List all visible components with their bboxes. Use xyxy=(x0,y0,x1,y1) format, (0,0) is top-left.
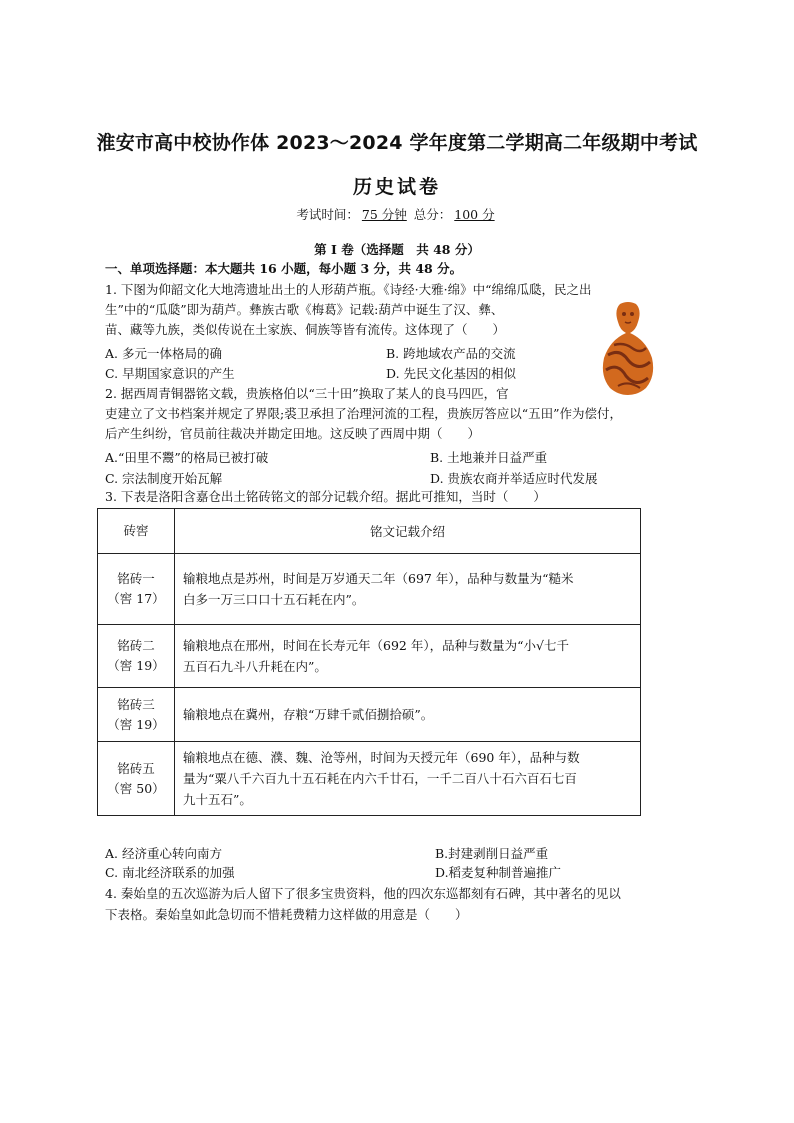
q3-option-d: D.稻麦复种制普遍推广 xyxy=(435,865,562,880)
row-text-line: 输粮地点在冀州，存粮“万肆千贰佰捌拾硕”。 xyxy=(183,707,434,722)
row-text-line: 输粮地点在邢州，时间在长寿元年（692 年），品种与数量为“小√七千 xyxy=(183,638,569,653)
brick-cellar: （窖 50） xyxy=(107,780,165,796)
brick-name: 铭砖三 xyxy=(117,696,155,712)
part-one-heading: 一、单项选择题：本大题共 16 小题，每小题 3 分，共 48 分。 xyxy=(105,261,463,276)
q3-option-a: A. 经济重心转向南方 xyxy=(105,846,222,861)
exam-title: 淮安市高中校协作体 2023～2024 学年度第二学期高二年级期中考试 xyxy=(96,132,698,154)
q1-option-c: C. 早期国家意识的产生 xyxy=(105,366,235,381)
q1-option-a: A. 多元一体格局的确 xyxy=(105,346,222,361)
time-value: 75 分钟 xyxy=(361,207,407,222)
q1-line-2: 生”中的“瓜瓞”即为葫芦。彝族古歌《梅葛》记载:葫芦中诞生了汉、彝、 xyxy=(105,302,504,317)
brick-name: 铭砖一 xyxy=(117,571,155,586)
gourd-vase-icon xyxy=(598,300,658,396)
q2-line-3: 后产生纠纷，官员前往裁决并勘定田地。这反映了西周中期（ ） xyxy=(105,426,481,441)
table-cell-text xyxy=(175,742,641,816)
row-text-line: 输粮地点是苏州，时间是万岁通天二年（697 年），品种与数量为“糙米 xyxy=(183,571,574,586)
subject-title: 历史试卷 xyxy=(352,176,441,198)
q4-line-1: 4. 秦始皇的五次巡游为后人留下了很多宝贵资料，他的四次东巡都刻有石碑，其中著名的见以 xyxy=(105,886,621,901)
table-cell-text xyxy=(175,554,641,625)
table-cell-text xyxy=(175,688,641,742)
row-text-line: 九十五石”。 xyxy=(183,792,252,807)
exam-info xyxy=(0,205,794,223)
brick-cellar: （窖 17） xyxy=(107,591,165,606)
q1-line-1: 1. 下图为仰韶文化大地湾遗址出土的人形葫芦瓶。《诗经·大雅·绵》中“绵绵瓜瓞，民之出 xyxy=(105,282,592,297)
table-row xyxy=(98,688,641,742)
q2-line-1: 2. 据西周青铜器铭文载，贵族格伯以“三十田”换取了某人的良马四匹，官 xyxy=(105,386,509,401)
q2-option-b: B. 土地兼并日益严重 xyxy=(430,450,548,465)
q3-option-b: B.封建剥削日益严重 xyxy=(435,846,549,861)
score-value: 100 分 xyxy=(454,207,495,222)
table-cell-brick xyxy=(98,554,175,625)
q2-line-2: 吏建立了文书档案并规定了界限;裘卫承担了治理河流的工程，贵族厉答应以“五田”作为偿付， xyxy=(105,406,622,421)
row-text-line: 输粮地点在德、濮、魏、沧等州，时间为天授元年（690 年），品种与数 xyxy=(183,750,580,765)
row-text-line: 五百石九斗八升耗在内”。 xyxy=(183,659,327,674)
score-label: 总分： xyxy=(413,207,452,222)
q1-line-3: 苗、藏等九族，类似传说在土家族、侗族等皆有流传。这体现了（ ） xyxy=(105,322,506,337)
q4-line-2: 下表格。秦始皇如此急切而不惜耗费精力这样做的用意是（ ） xyxy=(105,907,468,922)
q3-stem: 3. 下表是洛阳含嘉仓出土铭砖铭文的部分记载介绍。据此可推知，当时（ ） xyxy=(105,489,546,504)
q2-option-d: D. 贵族农商并举适应时代发展 xyxy=(430,471,598,486)
table-row xyxy=(98,742,641,816)
brick-name: 铭砖二 xyxy=(117,638,155,653)
table-header-row xyxy=(98,509,641,554)
q1-option-d: D. 先民文化基因的相似 xyxy=(386,366,517,381)
brick-cellar: （窖 19） xyxy=(107,658,165,673)
table-cell-text xyxy=(175,625,641,688)
table-header-cell: 砖窖 xyxy=(98,509,175,554)
table-cell-brick xyxy=(98,688,175,742)
q2-option-c: C. 宗法制度开始瓦解 xyxy=(105,471,223,486)
table-row xyxy=(98,554,641,625)
brick-inscription-table xyxy=(97,508,641,816)
brick-name: 铭砖五 xyxy=(117,760,155,776)
table-header-cell: 铭文记载介绍 xyxy=(175,509,641,554)
table-cell-brick xyxy=(98,625,175,688)
section-title: 第 I 卷（选择题 共 48 分） xyxy=(314,242,480,257)
q1-option-b: B. 跨地域农产品的交流 xyxy=(386,346,516,361)
row-text-line: 白多一万三口口十五石耗在内”。 xyxy=(183,592,365,607)
table-cell-brick xyxy=(98,742,175,816)
q2-option-a: A.“田里不鬻”的格局已被打破 xyxy=(105,450,269,465)
time-label: 考试时间： xyxy=(296,207,359,222)
table-row xyxy=(98,625,641,688)
brick-cellar: （窖 19） xyxy=(107,716,165,732)
row-text-line: 量为“粟八千六百九十五石耗在内六千廿石，一千二百八十石六百石七百 xyxy=(183,771,577,786)
q3-option-c: C. 南北经济联系的加强 xyxy=(105,865,235,880)
